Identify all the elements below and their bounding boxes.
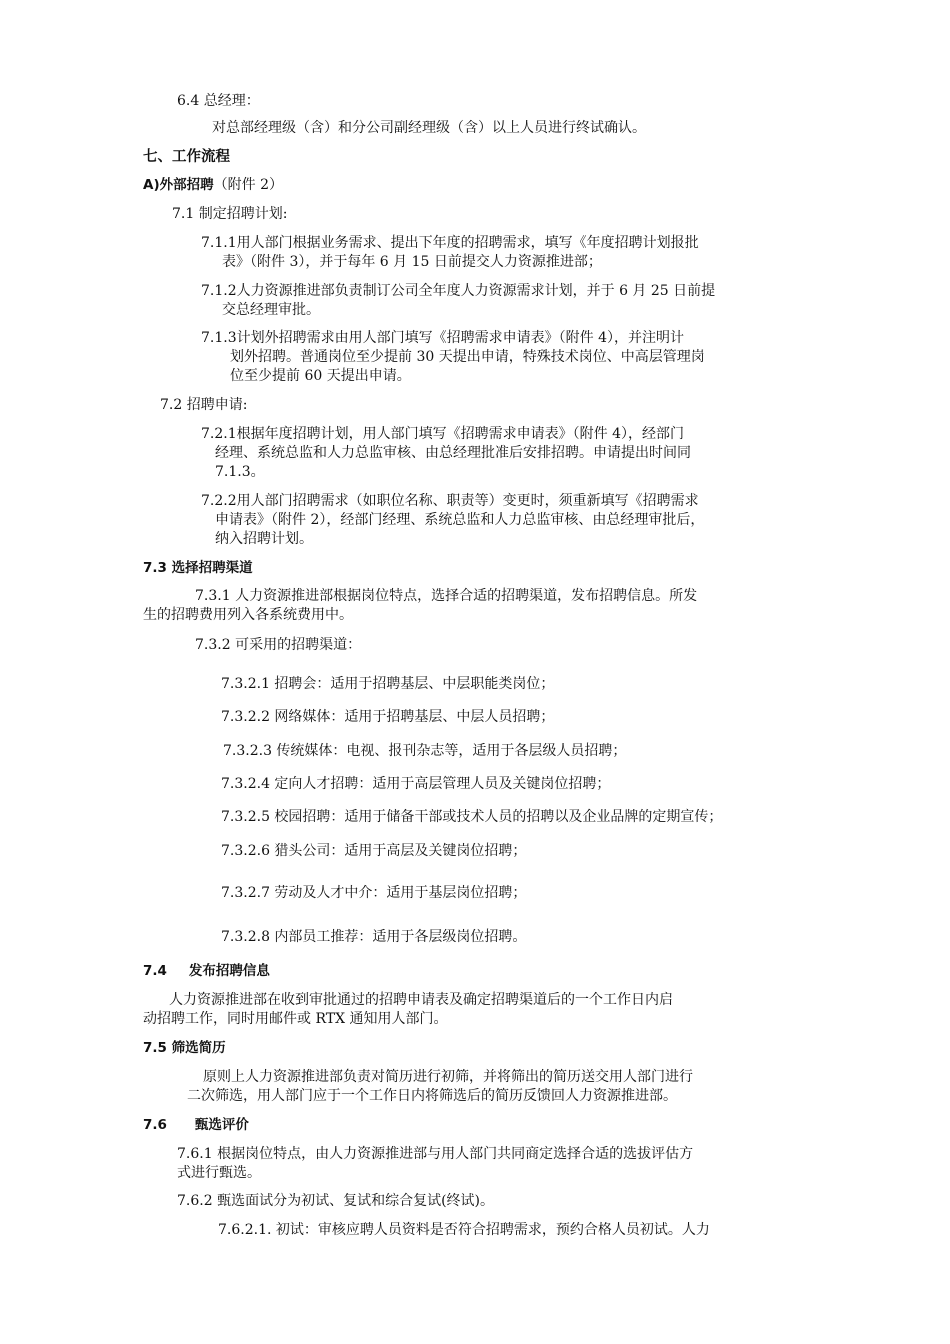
section-7-4-line2: 动招聘工作，同时用邮件或 RTX 通知用人部门。 [143, 1011, 448, 1027]
item-7-6-2: 7.6.2 甄选面试分为初试、复试和综合复试(终试)。 [177, 1193, 494, 1209]
external-recruitment-note: （附件 2） [213, 177, 283, 193]
external-recruitment-title: A)外部招聘 [143, 177, 214, 193]
section-7-2-heading: 7.2 招聘申请: [160, 397, 248, 413]
section-7-4-line1: 人力资源推进部在收到审批通过的招聘申请表及确定招聘渠道后的一个工作日内启 [169, 992, 673, 1008]
channel-campus: 7.3.2.5 校园招聘：适用于储备干部或技术人员的招聘以及企业品牌的定期宣传； [221, 809, 723, 825]
external-recruitment-heading [143, 176, 283, 195]
channel-targeted-recruitment: 7.3.2.4 定向人才招聘：适用于高层管理人员及关键岗位招聘； [221, 776, 611, 792]
item-7-2-2-line1: 7.2.2用人部门招聘需求（如职位名称、职责等）变更时，须重新填写《招聘需求 [201, 493, 699, 509]
section-7-5-line2: 二次筛选，用人部门应于一个工作日内将筛选后的简历反馈回人力资源推进部。 [187, 1088, 677, 1104]
section-7-4-heading [143, 962, 270, 981]
item-7-1-2-line2: 交总经理审批。 [222, 302, 320, 318]
section-7-6-number: 7.6 [143, 1117, 167, 1133]
item-7-3-1-line2: 生的招聘费用列入各系统费用中。 [143, 607, 353, 623]
item-7-2-2-line2: 申请表》（附件 2），经部门经理、系统总监和人力总监审核、由总经理审批后， [215, 512, 705, 528]
channel-traditional-media: 7.3.2.3 传统媒体：电视、报刊杂志等，适用于各层级人员招聘； [223, 743, 627, 759]
item-7-2-1-line3: 7.1.3。 [215, 464, 265, 480]
item-7-1-3-line2: 划外招聘。普通岗位至少提前 30 天提出申请，特殊技术岗位、中高层管理岗 [230, 349, 705, 365]
section-7-4-title: 发布招聘信息 [188, 963, 270, 979]
channel-agency: 7.3.2.7 劳动及人才中介：适用于基层岗位招聘； [221, 885, 527, 901]
channel-job-fair: 7.3.2.1 招聘会：适用于招聘基层、中层职能类岗位； [221, 676, 555, 692]
section-7-5-heading: 7.5 筛选简历 [143, 1040, 226, 1056]
item-7-1-3-line3: 位至少提前 60 天提出申请。 [230, 368, 411, 384]
channel-referral: 7.3.2.8 内部员工推荐：适用于各层级岗位招聘。 [221, 929, 527, 945]
item-7-1-3-line1: 7.1.3计划外招聘需求由用人部门填写《招聘需求申请表》（附件 4），并注明计 [201, 330, 684, 346]
section-7-4-number: 7.4 [143, 963, 167, 979]
item-7-6-1-line1: 7.6.1 根据岗位特点，由人力资源推进部与用人部门共同商定选择合适的选拔评估方 [177, 1146, 694, 1162]
channel-online-media: 7.3.2.2 网络媒体：适用于招聘基层、中层人员招聘； [221, 709, 555, 725]
section-6-4-heading: 6.4 总经理： [177, 93, 260, 109]
section-7-5-line1: 原则上人力资源推进部负责对简历进行初筛，并将筛出的简历送交用人部门进行 [203, 1069, 693, 1085]
section-7-1-heading: 7.1 制定招聘计划: [172, 206, 288, 222]
section-7-6-title: 甄选评价 [194, 1117, 249, 1133]
item-7-2-2-line3: 纳入招聘计划。 [215, 531, 313, 547]
item-7-3-2-heading: 7.3.2 可采用的招聘渠道： [195, 637, 362, 653]
item-7-1-1-line2: 表》（附件 3），并于每年 6 月 15 日前提交人力资源推进部； [222, 254, 602, 270]
item-7-1-2-line1: 7.1.2人力资源推进部负责制订公司全年度人力资源需求计划，并于 6 月 25 日前提 [201, 283, 716, 299]
channel-headhunter: 7.3.2.6 猎头公司：适用于高层及关键岗位招聘； [221, 843, 527, 859]
item-7-2-1-line2: 经理、系统总监和人力总监审核、由总经理批准后安排招聘。申请提出时间同 [215, 445, 691, 461]
section-7-6-heading [143, 1116, 249, 1135]
section-7-3-heading: 7.3 选择招聘渠道 [143, 560, 253, 576]
item-7-1-1-line1: 7.1.1用人部门根据业务需求、提出下年度的招聘需求，填写《年度招聘计划报批 [201, 235, 699, 251]
item-7-6-1-line2: 式进行甄选。 [177, 1165, 261, 1181]
item-7-3-1-line1: 7.3.1 人力资源推进部根据岗位特点，选择合适的招聘渠道，发布招聘信息。所发 [195, 588, 698, 604]
item-7-6-2-1: 7.6.2.1. 初试：审核应聘人员资料是否符合招聘需求，预约合格人员初试。人力 [218, 1222, 710, 1238]
item-7-2-1-line1: 7.2.1根据年度招聘计划，用人部门填写《招聘需求申请表》（附件 4），经部门 [201, 426, 684, 442]
section-6-4-body: 对总部经理级（含）和分公司副经理级（含）以上人员进行终试确认。 [212, 120, 646, 136]
chapter-7-title: 七、工作流程 [143, 149, 230, 165]
